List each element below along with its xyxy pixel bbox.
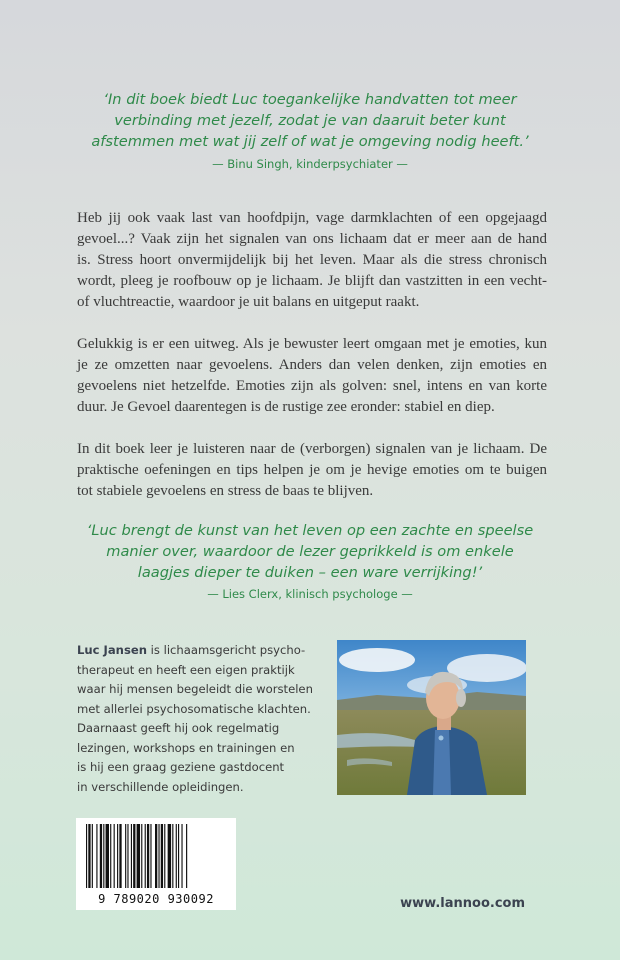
quote-line: ‘In dit boek biedt Luc toegankelijke handvatten tot meer (103, 91, 517, 108)
text-line: duur. Je Gevoel daarentegen is de rustige zee eronder: stabiel en diep. (77, 399, 495, 415)
text-line: is. Stress hoort onvermijdelijk bij het leven. Maar als die stress chronisch (77, 252, 547, 268)
barcode-bar (96, 824, 97, 888)
bio-line: waar hij mensen begeleidt die worstelen (77, 682, 313, 696)
text-line: Heb jij ook vaak last van hoofdpijn, vage darmklachten of een opgejaagd (77, 210, 547, 226)
barcode-bar (141, 824, 142, 888)
blurb-text (77, 208, 547, 523)
text-line: gevoelens niet hetzelfde. Emoties zijn als golven: snel, intens en van korte (77, 378, 547, 394)
barcode-bar (114, 824, 115, 888)
barcode-bar (178, 824, 179, 888)
top-quote (60, 89, 560, 152)
blurb-paragraph-3 (77, 439, 547, 502)
barcode-bars (76, 818, 236, 890)
blurb-paragraph-2 (77, 334, 547, 418)
barcode-bar (131, 824, 132, 888)
author-photo (337, 640, 526, 795)
top-quote-attribution: — Binu Singh, kinderpsychiater — (212, 157, 408, 171)
quote-line: laagjes dieper te duiken – een ware verrijking!’ (137, 564, 483, 581)
quote-line: afstemmen met wat jij zelf of wat je omgeving nodig heeft.’ (91, 133, 529, 150)
barcode-bar (147, 824, 149, 888)
bio-line: lezingen, workshops en trainingen en (77, 740, 295, 755)
blurb-paragraph-1 (77, 208, 547, 313)
barcode-bar (186, 824, 187, 888)
barcode-bar (164, 824, 165, 888)
isbn-barcode (76, 818, 236, 910)
barcode-bar (161, 824, 163, 888)
barcode-bar (145, 824, 146, 888)
text-line: wordt, pleeg je roofbouw op je lichaam. Je blijft dan vastzitten in een vecht- (77, 273, 547, 289)
bio-line: met allerlei psychosomatische klachten. (77, 701, 311, 716)
bio-line: therapeut en heeft een eigen praktijk (77, 662, 295, 677)
barcode-bar (110, 824, 111, 888)
isbn-number: 9 789020 930092 (98, 892, 214, 906)
barcode-bar (158, 824, 159, 888)
barcode-bar (125, 824, 126, 888)
barcode-bar (106, 824, 109, 888)
barcode-bar (86, 824, 87, 888)
author-name: Luc Jansen (77, 643, 147, 657)
text-line: praktische oefeningen en tips helpen je om je hevige emoties om te buigen (77, 462, 547, 478)
barcode-bar (119, 824, 121, 888)
text-line: of vluchtreactie, waardoor je uit balans en uitgeput raakt. (77, 294, 420, 310)
barcode-bar (127, 824, 128, 888)
barcode-bar (88, 824, 90, 888)
publisher-website[interactable]: www.lannoo.com (400, 896, 525, 911)
quote-line: ‘Luc brengt de kunst van het leven op een zachte en speelse (86, 522, 534, 539)
barcode-bar (150, 824, 151, 888)
quote-line: verbinding met jezelf, zodat je van daaruit beter kunt (114, 112, 506, 129)
barcode-bar (176, 824, 177, 888)
text-line: In dit boek leer je luisteren naar de (verborgen) signalen van je lichaam. De (77, 441, 547, 457)
text-line: Gelukkig is er een uitweg. Als je bewuster leert omgaan met je emoties, kun (77, 336, 547, 352)
barcode-bar (168, 824, 171, 888)
barcode-bar (181, 824, 182, 888)
text-line: je ze omzetten naar gevoelens. Anders dan velen denken, zijn emoties en (77, 357, 547, 373)
bottom-quote-attribution: — Lies Clerx, klinisch psychologe — (207, 587, 413, 601)
quote-line: manier over, waardoor de lezer geprikkeld is om enkele (106, 543, 514, 560)
bio-line: is hij een graag geziene gastdocent (77, 760, 285, 774)
bottom-quote (60, 520, 560, 583)
text-line: gevoel...? Vaak zijn het signalen van ons lichaam dat er meer aan de hand (77, 231, 547, 247)
bio-line (77, 641, 327, 661)
text-line: tot stabiele gevoelens en stress de baas te blijven. (77, 483, 374, 499)
barcode-bar (100, 824, 102, 888)
bio-line: in verschillende opleidingen. (77, 779, 244, 794)
barcode-bar (172, 824, 173, 888)
bio-text: is lichaamsgericht psycho- (146, 643, 306, 657)
barcode-bar (155, 824, 157, 888)
barcode-bar (103, 824, 104, 888)
barcode-bar (137, 824, 140, 888)
barcode-bar (117, 824, 118, 888)
author-bio (77, 641, 327, 797)
bio-line: Daarnaast geeft hij ook regelmatig (77, 721, 280, 735)
barcode-bar (133, 824, 135, 888)
barcode-bar (92, 824, 93, 888)
